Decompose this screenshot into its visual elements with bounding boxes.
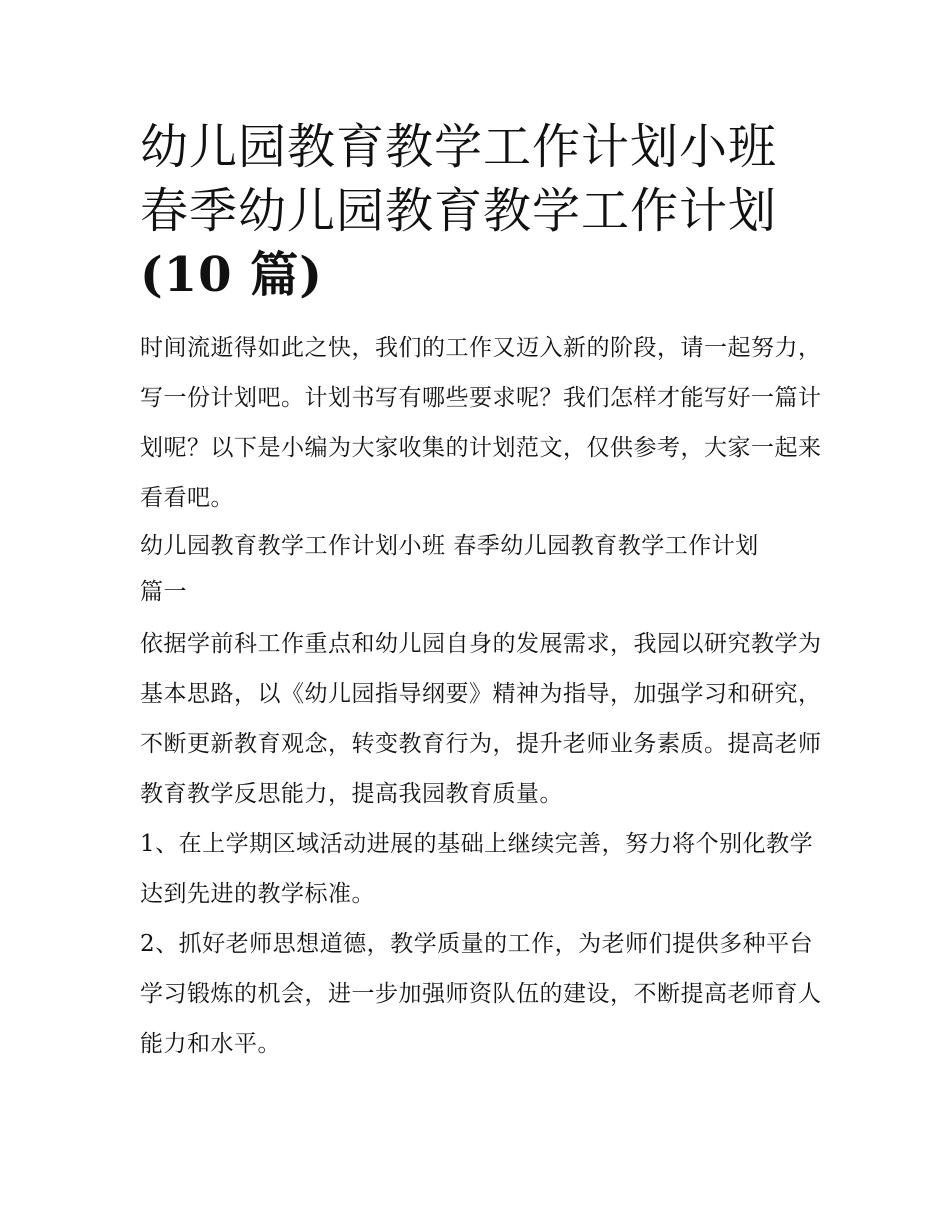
list-item-1: 1、在上学期区域活动进展的基础上继续完善，努力将个别化教学达到先进的教学标准。 [140, 831, 814, 907]
document-content [140, 115, 830, 1069]
body-paragraph-1: 依据学前科工作重点和幼儿园自身的发展需求，我园以研究教学为基本思路，以《幼儿园指导纲要》精神为指导，加强学习和研究，不断更新教育观念，转变教育行为，提升老师业务素质。提高老师教育教学反思能力，提高我园教育质量。 [140, 631, 822, 807]
title-line-3: (10 篇) [140, 247, 323, 303]
document-title [140, 115, 830, 307]
section-number: 篇一 [140, 579, 187, 605]
list-item-2: 2、抓好老师思想道德，教学质量的工作，为老师们提供多种平台学习锻炼的机会，进一步加强师资队伍的建设，不断提高老师育人能力和水平。 [140, 931, 822, 1057]
section-heading: 幼儿园教育教学工作计划小班 春季幼儿园教育教学工作计划 [140, 533, 759, 559]
intro-paragraph: 时间流逝得如此之快，我们的工作又迈入新的阶段，请一起努力，写一份计划吧。计划书写有哪些要求呢？我们怎样才能写好一篇计划呢？以下是小编为大家收集的计划范文，仅供参考，大家一起来看看吧。 [140, 335, 822, 511]
title-line-2: 春季幼儿园教育教学工作计划 [140, 183, 778, 239]
title-line-1: 幼儿园教育教学工作计划小班 [140, 119, 778, 175]
